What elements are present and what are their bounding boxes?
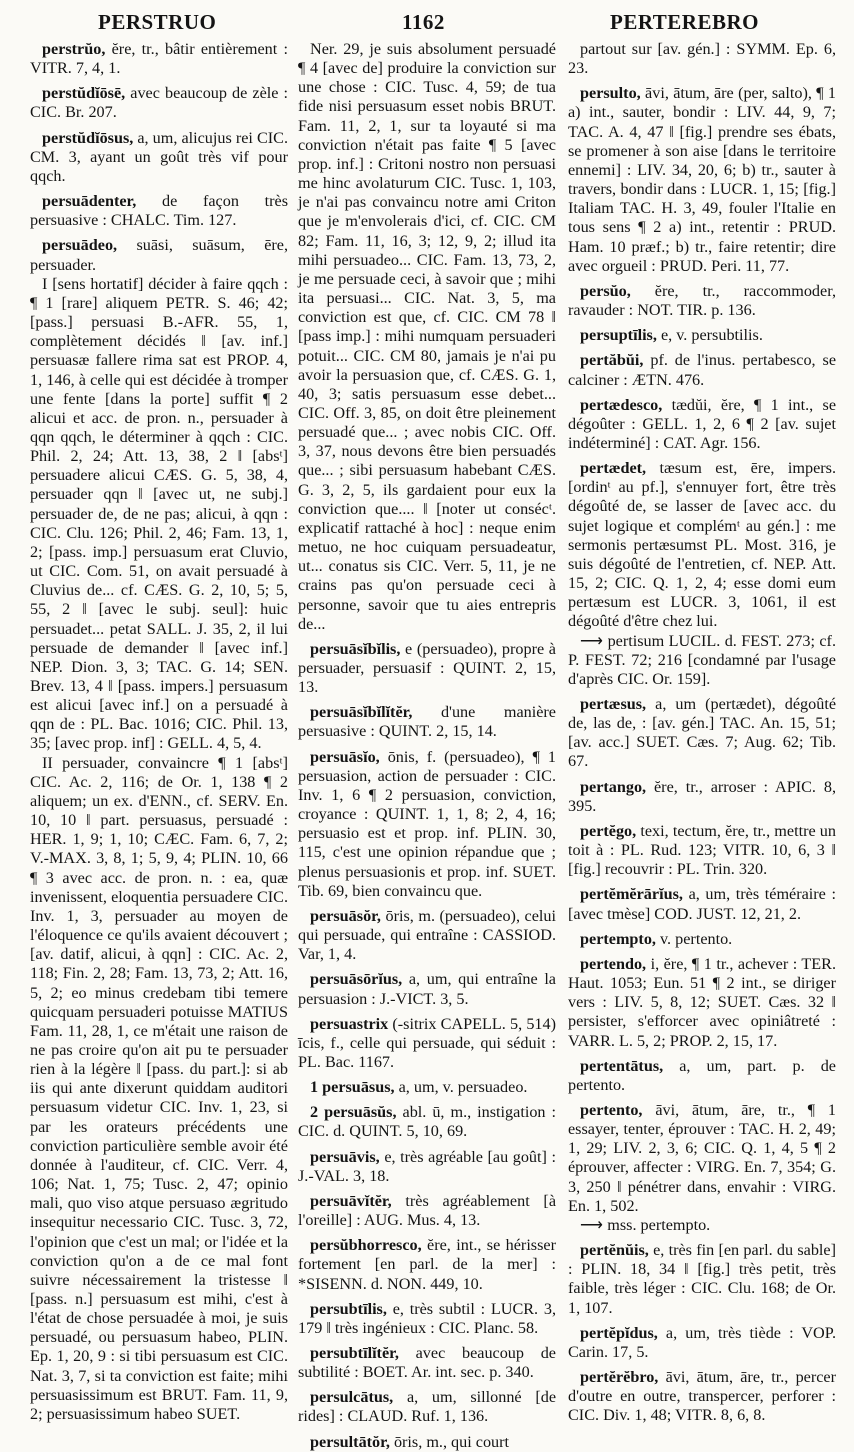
entry-text: ĕre, tr., arroser : APIC. 8, 395. xyxy=(568,777,836,815)
entry-text: i, ĕre, ¶ 1 tr., achever : TER. Haut. 1053; Eun. 51 ¶ 2 int., se diriger vers : LIV. 5, 8, 12; SUET. Cæs. 32 ‖ persister, s'efforcer avec opiniâtreté : VARR. L. 5, 2; PROP. 2, 15, 17. xyxy=(568,954,837,1050)
entry-text: de façon très persuasive : CHALC. Tim. 127. xyxy=(30,192,288,230)
entry-paragraph xyxy=(298,703,556,741)
entry-text: a, um, qui entraîne la persuasion : J.-VICT. 3, 5. xyxy=(298,970,556,1008)
dictionary-entry xyxy=(568,1241,836,1318)
headword: persŭo, xyxy=(580,281,631,300)
dictionary-entry xyxy=(568,459,836,689)
column-1 xyxy=(30,40,289,1423)
headword: persuastrix xyxy=(310,1014,389,1033)
entry-text: ĕre, int., se hérisser fortement [en parl. de la mer] : *SISENN. d. NON. 449, 10. xyxy=(298,1236,556,1293)
entry-paragraph xyxy=(568,84,836,276)
page-number: 1162 xyxy=(402,10,445,34)
headword: persuāsĭbĭlis, xyxy=(310,639,401,658)
headword: pertĕnŭis, xyxy=(580,1241,649,1260)
entry-text: I [sens hortatif] décider à faire qqch : ¶ 1 [rare] aliquem PETR. S. 46; 42; [pass.] persuasi B.-AFR. 55, 1, complètement décidés ‖ [av. inf.] persuasæ fallere rima sat est PROP. 4, 1, 146, à celle qui est décidée à tromper une fente [dans la porte] suffit ¶ 2 alicui et acc. de pron. n., persuader à qqn qqch, le déterminer à qqch : CIC. Phil. 2, 24; Att. 13, 38, 2 ‖ [absᵗ] persuadere alicui CÆS. G. 5, 38, 4, persuader qqn ‖ [avec ut, ne subj.] persuader de, de ne pas; alicui, à qqn : CIC. Clu. 126; Phil. 2, 46; Fam. 13, 1, 2; [pass. imp.] persuasum erat Cluvio, ut CIC. Com. 51, on avait persuadé à Cluvius de... cf. CÆS. G. 2, 10, 5; 5, 55, 2 ‖ [avec le subj. seul]: huic persuadet... petat SALL. J. 35, 2, il lui persuade de demander ‖ [avec inf.] NEP. Dion. 3, 3; TAC. G. 14; SEN. Brev. 13, 4 ‖ [pass. impers.] persuasum est alicui [avec inf.] on a persuadé à qqn de : PL. Bac. 1016; CIC. Phil. 13, 35; [avec prop. inf] : GELL. 4, 5, 4. xyxy=(30,274,288,753)
entry-text: avec beaucoup de subtilité : BOET. Ar. int. sec. p. 340. xyxy=(298,1344,556,1382)
entry-text: suāsi, suāsum, ēre, persuader. xyxy=(30,236,289,274)
headword: persŭbhorresco, xyxy=(310,1236,422,1255)
dictionary-entry xyxy=(298,1192,556,1230)
entry-paragraph xyxy=(568,1101,836,1216)
running-head-left: PERSTRUO xyxy=(98,10,217,34)
dictionary-entry xyxy=(298,1103,556,1141)
entry-paragraph xyxy=(298,1344,556,1382)
entry-text: e, v. persubtilis. xyxy=(660,326,763,345)
entry-paragraph xyxy=(30,192,288,230)
entry-paragraph xyxy=(298,970,556,1008)
entry-paragraph xyxy=(298,748,556,901)
dictionary-entry xyxy=(568,84,836,276)
dictionary-entry xyxy=(568,326,836,345)
entry-paragraph xyxy=(298,1300,556,1338)
entry-text: a, um, très téméraire : [avec tmèse] COD. JUST. 12, 21, 2. xyxy=(568,885,836,923)
headword: persubtīlĭtĕr, xyxy=(310,1344,399,1362)
entry-text: Ner. 29, je suis absolument persuadé ¶ 4 [avec de] produire la conviction sur une chose : CIC. Tusc. 4, 59; de tua fide nisi persuasum esset nobis BRUT. Fam. 11, 2, 1, sur ta loyauté si ma conviction n'était pas faite ¶ 5 [avec prop. inf.] : Critoni nostro non persuasi me hinc avolaturum CIC. Tusc. 1, 103, je n'ai pas convaincu notre ami Criton que je m'envolerais d'ici, cf. CIC. CM 82; Fam. 11, 16, 3; 12, 9, 2; illud ita mihi persuadeo... CIC. Fam. 13, 73, 2, je me persuade ceci, à savoir que ; mihi ita persuasi... CIC. Nat. 3, 5, ma conviction est que, cf. CIC. CM 78 ‖ [pass imp.] : mihi numquam persuaderi potuit... CIC. CM 80, jamais je n'ai pu avoir la persuasion que, cf. CÆS. G. 1, 40, 3; satis persuasum esse debet... CIC. Off. 3, 85, on doit être pleinement persuadé que... ; avec nobis CIC. Off. 3, 37, nous devons être bien persuadés que... ; sibi persuasum habebant CÆS. G. 3, 2, 5, ils gardaient pour eux la conviction que.... ‖ [noter ut consécᵗ. explicatif rattaché à hoc] : neque enim metuo, ne hoc cuiquam persuadeatur, ut... conatus sis CIC. Verr. 5, 11, je ne crains pas qu'on persuade ceci à personne, savoir que tu aies entrepris de... xyxy=(298,40,556,633)
dictionary-entry xyxy=(298,703,556,741)
dictionary-entry xyxy=(568,1101,836,1235)
dictionary-entry xyxy=(568,1324,836,1362)
headword: 2 persuāsŭs, xyxy=(310,1103,397,1122)
dictionary-entry xyxy=(298,1236,556,1293)
headword: persuādeo, xyxy=(42,236,118,255)
entry-paragraph xyxy=(298,1388,556,1426)
dictionary-entry xyxy=(568,930,836,949)
entry-text: texi, tectum, ĕre, tr., mettre un toit à : PL. Rud. 123; VITR. 10, 6, 3 ‖ [fig.] recouvrir : PL. Trin. 320. xyxy=(568,821,836,879)
dictionary-entry xyxy=(298,748,556,901)
dictionary-entry xyxy=(568,351,836,389)
dictionary-entry xyxy=(298,1078,556,1097)
headword: perstrŭo, xyxy=(42,40,106,58)
dictionary-entry xyxy=(298,907,556,964)
dictionary-entry xyxy=(298,1015,556,1072)
entry-paragraph xyxy=(568,351,836,389)
entry-paragraph xyxy=(298,40,556,634)
dictionary-entry xyxy=(298,1433,556,1452)
entry-text: e, très agréable [au goût] : J.-VAL. 3, 18. xyxy=(298,1147,556,1185)
entry-paragraph xyxy=(298,640,556,697)
entry-text: tæsum est, ēre, impers. [ordinᵗ au pf.], s'ennuyer fort, être très dégoûté de, se lasser de [avec acc. du sujet logique et complémᵗ au gén.] : me sermonis pertæsumst PL. Most. 316, je suis dégoûté de l'entretien, cf. NEP. Att. 15, 2; CIC. Q. 1, 2, 4; esse domi eum pertæsum est LUCR. 3, 1061, il est dégoûté d'être chez lui. xyxy=(568,459,837,631)
entry-text: pf. de l'inus. pertabesco, se calciner : ÆTN. 476. xyxy=(568,351,837,389)
headword: persultātŏr, xyxy=(310,1432,390,1451)
headword: persuāvĭtĕr, xyxy=(310,1191,392,1210)
dictionary-entry xyxy=(298,970,556,1008)
dictionary-entry xyxy=(568,885,836,923)
dictionary-entry xyxy=(298,1300,556,1338)
headword: persuāsŏr, xyxy=(310,906,381,925)
dictionary-entry xyxy=(298,40,556,634)
entry-paragraph xyxy=(568,282,836,320)
entry-text: āvi, ātum, āre, tr., ¶ 1 essayer, tenter, éprouver : TAC. H. 2, 49; 1, 29; LIV. 2, 3, 6; CIC. Q. 1, 4, 5 ¶ 2 éprouver, affecter : VIRG. En. 7, 354; G. 3, 250 ‖ pénétrer dans, envahir : VIRG. En. 1, 502. xyxy=(568,1100,837,1215)
running-head-right: PERTEREBRO xyxy=(610,10,759,34)
headword: persuptīlis, xyxy=(580,326,657,345)
entry-text: v. pertento. xyxy=(660,929,733,948)
dictionary-entry xyxy=(568,822,836,879)
headword: persuāsĭo, xyxy=(310,747,380,766)
entry-paragraph xyxy=(30,84,288,122)
headword: pertĕpĭdus, xyxy=(580,1323,658,1342)
dictionary-entry xyxy=(568,695,836,772)
headword: pertædesco, xyxy=(580,395,663,414)
entry-paragraph xyxy=(30,40,288,78)
headword: pertempto, xyxy=(580,929,656,948)
dictionary-entry xyxy=(298,1148,556,1186)
entry-paragraph xyxy=(298,1148,556,1186)
entry-text: ōris, m., qui court xyxy=(393,1432,510,1451)
dictionary-entry xyxy=(30,129,288,186)
entry-text: e, très subtil : LUCR. 3, 179 ‖ très ingénieux : CIC. Planc. 58. xyxy=(298,1299,556,1337)
entry-paragraph xyxy=(568,1057,836,1095)
entry-text: ⟶ pertisum LUCIL. d. FEST. 273; cf. P. FEST. 72; 216 [condamné par l'usage d'après CIC. Or. 159]. xyxy=(568,631,836,688)
entry-text: ĕre, tr., bâtir entièrement : VITR. 7, 4, 1. xyxy=(30,40,288,78)
entry-text: ōris, m. (persuadeo), celui qui persuade, qui entraîne : CASSIOD. Var, 1, 4. xyxy=(298,906,557,964)
entry-text: āvi, ātum, āre, tr., percer d'outre en outre, transpercer, perforer : CIC. Div. 1, 48; VITR. 8, 6, 8. xyxy=(568,1368,837,1425)
entry-paragraph xyxy=(298,1433,556,1452)
entry-paragraph xyxy=(30,129,288,186)
headword: pertæsus, xyxy=(580,695,647,713)
entry-paragraph xyxy=(568,459,836,631)
entry-text: a, um, part. p. de pertento. xyxy=(568,1056,836,1094)
entry-text: abl. ū, m., instigation : CIC. d. QUINT. 5, 10, 69. xyxy=(298,1103,556,1141)
entry-text: très agréablement [à l'oreille] : AUG. Mus. 4, 13. xyxy=(298,1191,556,1230)
headword: perstŭdĭōsus, xyxy=(42,128,134,147)
entry-paragraph xyxy=(30,236,288,274)
dictionary-entry xyxy=(30,40,288,78)
entry-paragraph xyxy=(30,754,288,1424)
entry-text: ōnis, f. (persuadeo), ¶ 1 persuasion, action de persuader : CIC. Inv. 1, 6 ¶ 2 persuasion, conviction, croyance : QUINT. 1, 1, 8; 2, 4, 16; persuasio est et prop. inf. PLIN. 30, 115, c'est une opinion répandue que ; plenus persuasionis et prop. inf. SUET. Tib. 69, bien convaincu que. xyxy=(298,747,556,900)
headword: pertædet, xyxy=(580,459,647,478)
entry-paragraph xyxy=(568,396,836,453)
headword: pertendo, xyxy=(580,954,647,973)
entry-paragraph xyxy=(568,1216,836,1235)
dictionary-entry xyxy=(568,955,836,1051)
entry-text: II persuader, convaincre ¶ 1 [absᵗ] CIC. Ac. 2, 116; de Or. 1, 138 ¶ 2 aliquem; un ex. d'ENN., cf. SERV. En. 10, 10 ‖ part. persuasus, persuadé : HER. 1, 9; 1, 10; CÆC. Fam. 6, 7, 2; V.-MAX. 3, 8, 1; 5, 9, 4; PLIN. 10, 66 ¶ 3 avec acc. de pron. n. : ea, quæ invenissent, eloquentia persuadere CIC. Inv. 1, 3, persuader au moyen de l'éloquence ce qu'ils avaient découvert ; [av. datif, alicui, à qqn] : CIC. Ac. 2, 118; Fin. 2, 28; Fam. 13, 73, 2; Att. 16, 5, 2; eo minus credebam tibi temere quicquam persuaderi potuisse MATIUS Fam. 11, 28, 1, ce m'était une raison de ne pas croire qu'on ait pu te persuader rien à la légère ‖ [pass. du part.]: si ab iis qui ante dixerunt quiddam auditori persuasum videtur CIC. Inv. 1, 23, si par les orateurs précédents une conviction particulière semble avoir été donnée à l'auditeur, cf. CIC. Verr. 4, 106; Nat. 1, 75; Tusc. 2, 47; opinio mali, quo viso atque persuaso ægritudo insequitur necessario CIC. Tusc. 3, 72, l'opinion que c'est un mal; or l'idée et la conviction qu'on a de ce mal font suivre nécessairement la tristesse ‖ [pass. n.] persuasum est mihi, c'est à l'état de chose persuadée à moi, je suis persuadé, ou persuasum habeo, PLIN. Ep. 1, 20, 9 : si tibi persuasum est CIC. Nat. 3, 7, si ta conviction est faite; mihi persuasissimum est BRUT. Fam. 11, 9, 2; persuasissimum habeo SUET. xyxy=(30,753,288,1423)
headword: persuādenter, xyxy=(42,192,137,211)
entry-paragraph xyxy=(298,1015,556,1072)
entry-paragraph xyxy=(568,885,836,923)
column-3 xyxy=(568,40,837,1425)
entry-paragraph xyxy=(568,822,836,879)
page-header xyxy=(0,0,854,44)
headword: perstŭdĭōsē, xyxy=(42,84,126,103)
entry-text: a, um, alicujus rei CIC. CM. 3, ayant un goût très vif pour qqch. xyxy=(30,128,289,185)
entry-paragraph xyxy=(568,1368,836,1425)
column-2 xyxy=(298,40,557,1451)
headword: 1 persuāsus, xyxy=(310,1078,395,1097)
entry-paragraph xyxy=(568,632,836,689)
entry-paragraph xyxy=(568,930,836,949)
dictionary-entry xyxy=(298,1344,556,1382)
entry-paragraph xyxy=(298,1192,556,1230)
entry-paragraph xyxy=(30,275,288,754)
entry-text: avec beaucoup de zèle : CIC. Br. 207. xyxy=(30,84,289,122)
headword: pertango, xyxy=(580,777,647,796)
headword: persuāvis, xyxy=(310,1147,380,1166)
headword: persulcātus, xyxy=(310,1388,394,1407)
entry-text: āvi, ātum, āre (per, salto), ¶ 1 a) int., sauter, bondir : LIV. 44, 9, 7; TAC. A. 4, 47 ‖ [fig.] prendre ses ébats, se promener à son aise [dans le territoire ennemi] : LIV. 34, 20, 6; b) tr., sauter à travers, bondir dans : LUCR. 1, 15; [fig.] Italiam TAC. H. 3, 49, fouler l'Italie en tous sens ¶ 2 a) int., retentir : PRUD. Ham. 10 præf.; b) tr., faire retentir; dire avec orgueil : PRUD. Peri. 11, 77. xyxy=(568,84,836,275)
headword: pertĕrĕbro, xyxy=(580,1368,659,1386)
entry-paragraph xyxy=(568,778,836,816)
entry-text: a, um, sillonné [de rides] : CLAUD. Ruf. 1, 136. xyxy=(298,1388,557,1426)
headword: pertĕmĕrārĭus, xyxy=(580,885,683,904)
entry-text: ĕre, tr., raccommoder, ravauder : NOT. TIR. p. 136. xyxy=(568,281,837,320)
entry-text: partout sur [av. gén.] : SYMM. Ep. 6, 23. xyxy=(568,40,836,78)
entry-text: d'une manière persuasive : QUINT. 2, 15, 14. xyxy=(298,703,556,741)
dictionary-entry xyxy=(568,282,836,320)
headword: pertĕgo, xyxy=(580,821,637,840)
entry-paragraph xyxy=(298,1236,556,1293)
entry-paragraph xyxy=(568,695,836,772)
headword: pertentātus, xyxy=(580,1056,664,1075)
entry-text: e, très fin [en parl. du sable] : PLIN. 18, 34 ‖ [fig.] très petit, très faible, très léger : CIC. Clu. 168; de Or. 1, 107. xyxy=(568,1241,837,1317)
entry-text: a, um (pertædet), dégoûté de, las de, : [av. gén.] TAC. An. 15, 51; [av. acc.] SUET. Cæs. 7; Aug. 62; Tib. 67. xyxy=(568,695,836,771)
dictionary-entry xyxy=(298,1388,556,1426)
headword: persubtīlis, xyxy=(310,1299,387,1318)
entry-paragraph xyxy=(568,1241,836,1318)
entry-text: a, um, très tiède : VOP. Carin. 17, 5. xyxy=(568,1323,836,1361)
dictionary-entry xyxy=(30,236,288,1424)
headword: pertăbŭi, xyxy=(580,351,644,370)
entry-text: e (persuadeo), propre à persuader, persuasif : QUINT. 2, 15, 13. xyxy=(298,639,556,697)
headword: persuāsōrĭus, xyxy=(310,970,403,989)
headword: persuāsĭbĭlĭtĕr, xyxy=(310,703,413,722)
entry-paragraph xyxy=(568,1324,836,1362)
dictionary-entry xyxy=(568,1368,836,1425)
entry-paragraph xyxy=(568,955,836,1051)
headword: persulto, xyxy=(580,84,641,103)
entry-paragraph xyxy=(568,40,836,78)
entry-paragraph xyxy=(298,907,556,964)
entry-text: ⟶ mss. pertempto. xyxy=(580,1215,711,1234)
entry-paragraph xyxy=(298,1103,556,1141)
entry-paragraph xyxy=(298,1078,556,1097)
entry-paragraph xyxy=(568,326,836,345)
entry-text: tædŭi, ĕre, ¶ 1 int., se dégoûter : GELL. 1, 2, 6 ¶ 2 [av. sujet indéterminé] : CAT. Agr. 156. xyxy=(568,395,837,452)
entry-text: (-sitrix CAPELL. 5, 514) īcis, f., celle qui persuade, qui séduit : PL. Bac. 1167. xyxy=(298,1014,556,1071)
dictionary-entry xyxy=(30,84,288,122)
dictionary-entry xyxy=(568,1057,836,1095)
dictionary-entry xyxy=(298,640,556,697)
entry-text: a, um, v. persuadeo. xyxy=(398,1078,528,1097)
dictionary-entry xyxy=(568,396,836,453)
headword: pertento, xyxy=(580,1100,643,1119)
dictionary-entry xyxy=(30,192,288,230)
dictionary-entry xyxy=(568,40,836,78)
dictionary-entry xyxy=(568,778,836,816)
